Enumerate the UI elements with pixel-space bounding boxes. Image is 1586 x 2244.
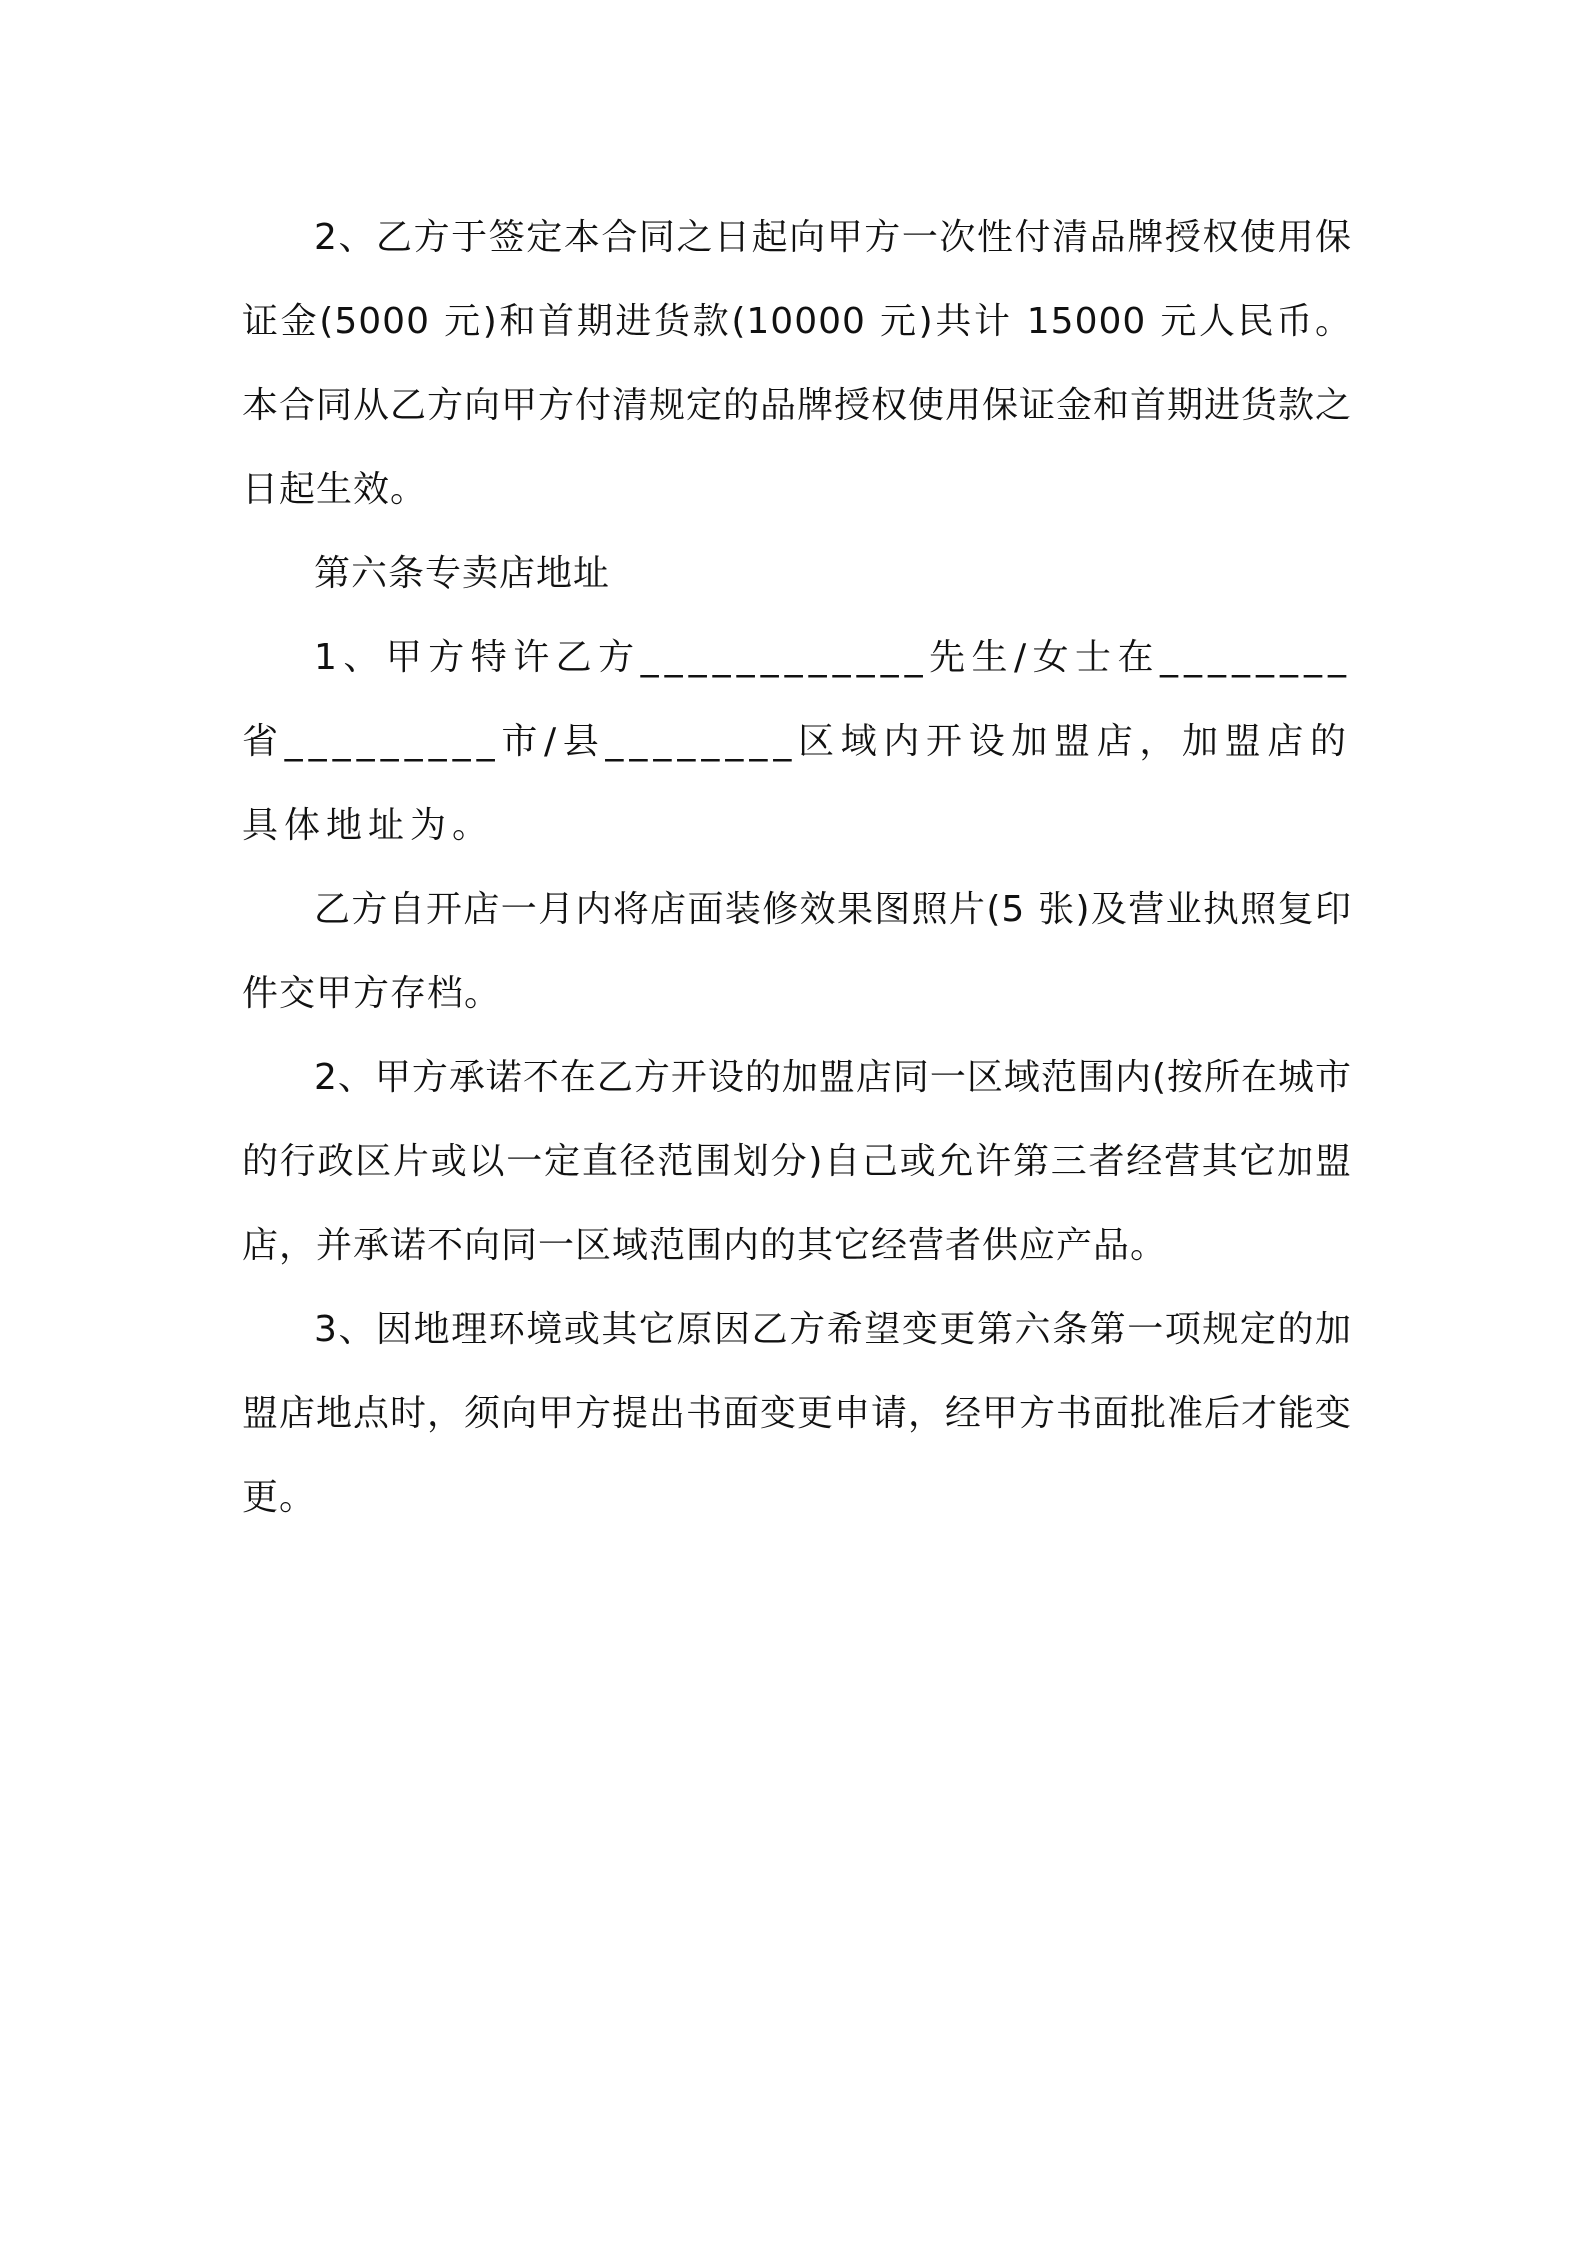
clause-paragraph-exclusive-area: 2、甲方承诺不在乙方开设的加盟店同一区域范围内(按所在城市的行政区片或以一定直径范围划分)自己或允许第三者经营其它加盟店，并承诺不向同一区域范围内的其它经营者供应产品。: [242, 1057, 1352, 1266]
document-body: [242, 196, 1352, 1540]
clause-paragraph-location-change: 3、因地理环境或其它原因乙方希望变更第六条第一项规定的加盟店地点时，须向甲方提出书面变更申请，经甲方书面批准后才能变更。: [242, 1309, 1353, 1518]
article-six-heading: 第六条专卖店地址: [314, 553, 611, 594]
clause-paragraph-renovation-photos: 乙方自开店一月内将店面装修效果图照片(5 张)及营业执照复印件交甲方存档。: [242, 889, 1352, 1014]
clause-paragraph-payment: 2、乙方于签定本合同之日起向甲方一次性付清品牌授权使用保证金(5000 元)和首期进货款(10000 元)共计 15000 元人民币。本合同从乙方向甲方付清规定的品牌授权使用保证金和首期进货款之日起生效。: [242, 217, 1353, 510]
clause-paragraph-store-location: 1、甲方特许乙方____________先生/女士在________省_________市/县________区域内开设加盟店，加盟店的具体地址为。: [242, 637, 1352, 846]
